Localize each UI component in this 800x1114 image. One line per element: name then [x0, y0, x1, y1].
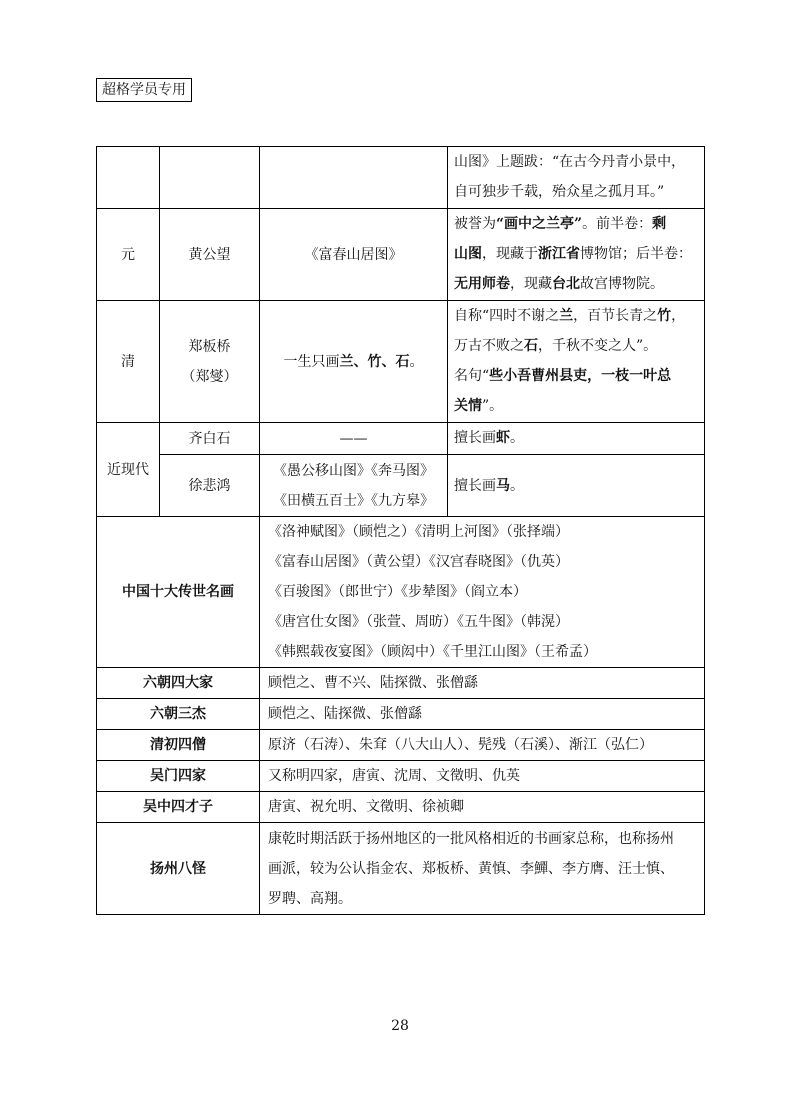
note-bold: 竹 — [657, 308, 672, 324]
category-cell: 吴中四才子 — [97, 792, 260, 823]
desc-cell — [260, 823, 705, 915]
desc-cell: 又称明四家，唐寅、沈周、文徵明、仇英 — [260, 761, 705, 792]
note-text: 。前半卷： — [582, 216, 653, 232]
note-text: ，现藏 — [510, 276, 552, 292]
note-cell — [448, 147, 705, 209]
artist-cell: 黄公望 — [160, 209, 260, 301]
table-row — [97, 668, 705, 699]
work-bold: 、 — [353, 353, 368, 370]
artist-name: 郑板桥 — [188, 338, 231, 355]
art-history-table — [96, 146, 705, 915]
work-line: 《愚公移山图》《奔马图》 — [273, 462, 434, 479]
work-cell — [260, 301, 448, 423]
category-cell: 六朝三杰 — [97, 699, 260, 730]
category-cell: 中国十大传世名画 — [97, 517, 260, 668]
work-bold: 、 — [381, 353, 396, 370]
work-bold: 兰 — [339, 353, 354, 370]
note-bold: 虾 — [496, 430, 510, 446]
artist-cell: 徐悲鸿 — [160, 455, 260, 517]
artist-alias: （郑燮） — [181, 368, 238, 385]
note-text: 。 — [510, 477, 524, 494]
note-text: 名句“ — [454, 368, 490, 384]
note-bold: 无用师卷 — [454, 276, 510, 292]
table-row — [97, 455, 705, 517]
note-cell — [448, 301, 705, 423]
note-bold: 马 — [496, 477, 510, 494]
category-cell: 六朝四大家 — [97, 668, 260, 699]
category-cell: 清初四僧 — [97, 730, 260, 761]
category-cell: 扬州八怪 — [97, 823, 260, 915]
note-bold: 关情 — [454, 398, 482, 414]
note-bold: 些小吾曹州县吏，一枝一叶总 — [489, 368, 672, 384]
note-cell — [448, 455, 705, 517]
desc-cell: 顾恺之、曹不兴、陆探微、张僧繇 — [260, 668, 705, 699]
desc-cell: 原济（石涛）、朱耷（八大山人）、髡残（石溪）、渐江（弘仁） — [260, 730, 705, 761]
work-bold: 竹 — [367, 353, 382, 370]
note-cell — [448, 209, 705, 301]
work-text: 一生只画 — [283, 353, 340, 370]
list-item: 《韩熙载夜宴图》（顾闳中）《千里江山图》（王希孟） — [268, 644, 597, 660]
desc-cell: 顾恺之、陆探微、张僧繇 — [260, 699, 705, 730]
list-item: 《富春山居图》（黄公望）《汉宫春晓图》（仇英） — [268, 554, 569, 570]
table-row — [97, 761, 705, 792]
note-text: ， — [671, 308, 686, 324]
dynasty-cell: 清 — [97, 301, 160, 423]
list-item: 《唐宫仕女图》（张萱、周昉）《五牛图》（韩滉） — [268, 614, 569, 630]
note-line: 自可独步千载，殆众星之孤月耳。” — [454, 184, 665, 200]
note-bold: “画中之兰亭” — [496, 216, 583, 232]
table-row — [97, 792, 705, 823]
desc-cell: 唐寅、祝允明、文徵明、徐祯卿 — [260, 792, 705, 823]
list-item: 《洛神赋图》（顾恺之）《清明上河图》（张择端） — [268, 524, 569, 540]
work-line: 《田横五百士》《九方皋》 — [273, 492, 434, 509]
header-label: 超格学员专用 — [96, 78, 192, 102]
empty-cell — [260, 147, 448, 209]
note-text: 自称“四时不谢之 — [454, 308, 560, 324]
table-row — [97, 699, 705, 730]
work-text: 。 — [409, 353, 424, 370]
table-row — [97, 301, 705, 423]
work-cell — [260, 455, 448, 517]
note-text: ，现藏于 — [482, 246, 538, 262]
table-row — [97, 209, 705, 301]
desc-line: 康乾时期活跃于扬州地区的一批风格相近的书画家总称，也称扬州 — [268, 830, 674, 847]
desc-line: 罗聘、高翔。 — [268, 890, 352, 907]
note-text: ”。 — [482, 398, 504, 414]
dynasty-cell: 近现代 — [97, 423, 160, 517]
note-bold: 石 — [524, 338, 538, 354]
note-bold: 台北 — [552, 276, 580, 292]
note-text: 万古不败之 — [454, 338, 524, 354]
note-text: 故宫博物院。 — [580, 276, 664, 292]
table-row — [97, 423, 705, 455]
note-bold: 剩 — [652, 216, 667, 232]
empty-cell — [97, 147, 160, 209]
table-row — [97, 517, 705, 668]
page-number: 28 — [391, 1018, 409, 1034]
note-text: 擅长画 — [454, 477, 496, 494]
list-item: 《百骏图》（郎世宁）《步辇图》（阎立本） — [268, 584, 527, 600]
note-bold: 山图 — [454, 246, 482, 262]
table-row — [97, 823, 705, 915]
note-bold: 兰 — [559, 308, 574, 324]
work-cell: —— — [260, 423, 448, 455]
note-text: 被誉为 — [454, 216, 496, 232]
artist-cell: 齐白石 — [160, 423, 260, 455]
note-text: ，千秋不变之人”。 — [538, 338, 658, 354]
dynasty-cell: 元 — [97, 209, 160, 301]
desc-line: 画派，较为公认指金农、郑板桥、黄慎、李鱓、李方膺、汪士慎、 — [268, 860, 674, 877]
table-row — [97, 147, 705, 209]
note-text: 。 — [510, 430, 524, 446]
work-cell: 《富春山居图》 — [260, 209, 448, 301]
empty-cell — [160, 147, 260, 209]
category-cell: 吴门四家 — [97, 761, 260, 792]
list-cell — [260, 517, 705, 668]
note-line: 山图》上题跋：“在古今丹青小景中， — [454, 154, 686, 170]
artist-cell — [160, 301, 260, 423]
note-text: ，百节长青之 — [573, 308, 658, 324]
note-text: 擅长画 — [454, 430, 496, 446]
note-bold: 浙江省 — [538, 246, 580, 262]
note-text: 博物馆；后半卷： — [580, 246, 692, 262]
note-cell — [448, 423, 705, 455]
table-row — [97, 730, 705, 761]
work-bold: 石 — [395, 353, 410, 370]
